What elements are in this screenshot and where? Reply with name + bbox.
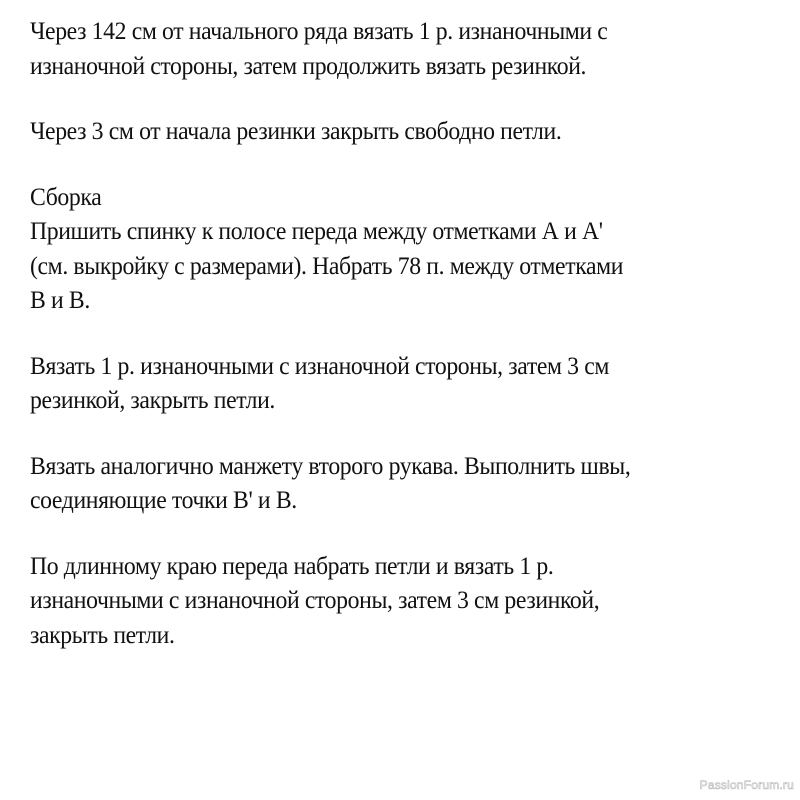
- paragraph-front-edge: [30, 549, 793, 653]
- paragraph-cuff-rib: [30, 349, 793, 418]
- text-line: В и В.: [30, 285, 90, 314]
- paragraph-continue-rib: [30, 14, 793, 83]
- text-line: (см. выкройку с размерами). Набрать 78 п. между отметками: [30, 250, 624, 280]
- text-line: закрыть петли.: [30, 619, 175, 649]
- text-line: соединяющие точки В' и В.: [30, 485, 297, 514]
- section-heading-assembly: Сборка: [30, 181, 102, 211]
- paragraph-bind-off: [30, 114, 793, 149]
- text-line: Пришить спинку к полосе переда между отметками А и А': [30, 216, 603, 245]
- text-line: Вязать 1 р. изнаночными с изнаночной стороны, затем 3 см: [30, 350, 609, 380]
- document-body: [30, 14, 790, 683]
- text-line: Вязать аналогично манжету второго рукава. Выполнить швы,: [30, 450, 631, 480]
- text-line: резинкой, закрыть петли.: [30, 385, 275, 414]
- paragraph-second-sleeve: [30, 449, 793, 518]
- paragraph-assembly: [30, 180, 793, 318]
- text-line: изнаночной стороны, затем продолжить вязать резинкой.: [30, 50, 587, 80]
- text-line: Через 3 см от начала резинки закрыть свободно петли.: [30, 116, 562, 145]
- text-line: Через 142 см от начального ряда вязать 1 р. изнаночными с: [30, 16, 608, 45]
- text-line: изнаночными с изнаночной стороны, затем 3 см резинкой,: [30, 585, 600, 614]
- watermark: PassionForum.ru: [699, 778, 794, 792]
- text-line: По длинному краю переда набрать петли и вязать 1 р.: [30, 550, 554, 580]
